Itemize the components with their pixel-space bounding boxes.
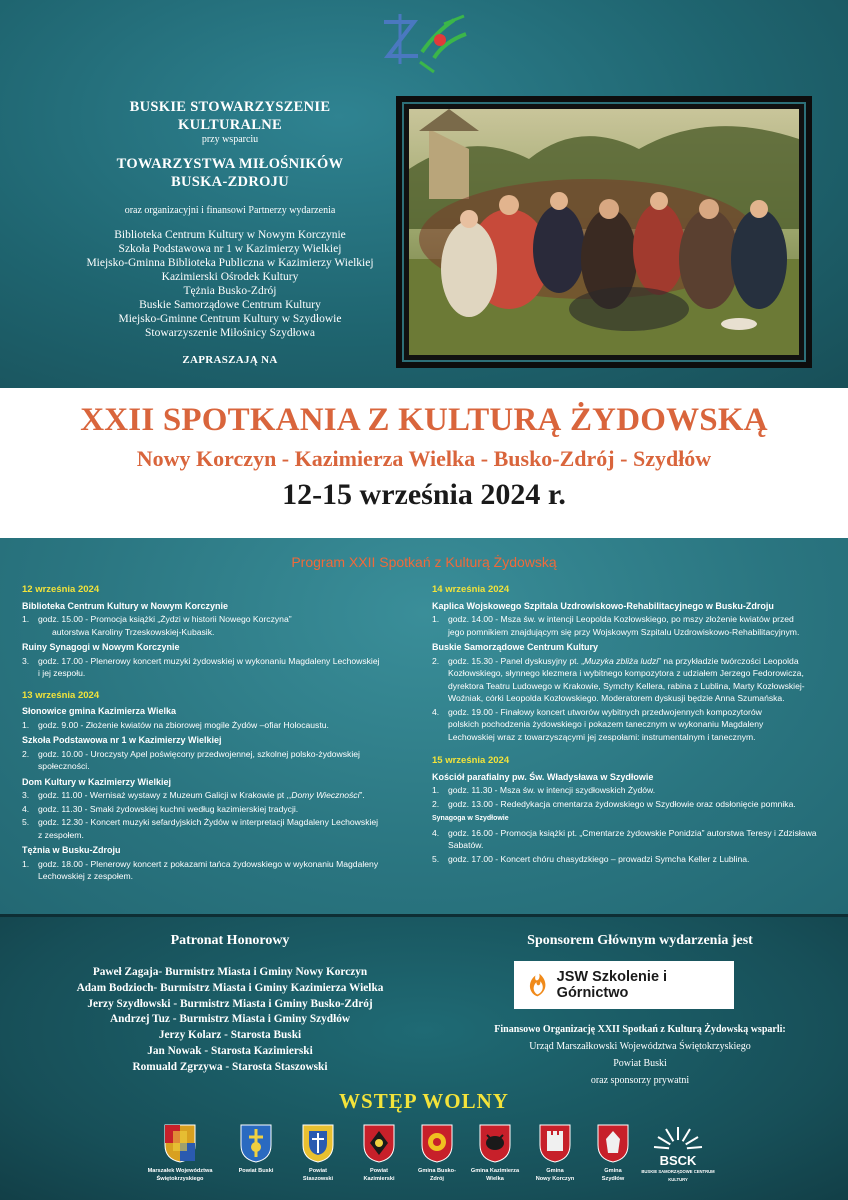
funder-item: Urząd Marszałkowski Województwa Świętokrzyskiego [529, 1041, 751, 1052]
partner-item: Buskie Samorządowe Centrum Kultury [139, 298, 321, 311]
partner-item: Kazimierski Ośrodek Kultury [161, 270, 299, 283]
painting-image [402, 102, 806, 362]
day-date: 13 września 2024 [22, 689, 100, 701]
crest-szydlow-icon [596, 1123, 630, 1163]
item-text: godz. 16.00 - Promocja książki pt. „Cmentarze żydowskie Ponidzia” autorstwa Teresy i Zdzisława [448, 827, 817, 838]
item-number: 2. [432, 798, 440, 809]
item-number: 4. [432, 706, 440, 717]
item-text: godz. 11.30 - Msza św. w intencji szydłowskich Żydów. [448, 785, 656, 795]
patron-item: Jerzy Szydłowski - Burmistrz Miasta i Gminy Busko-Zdrój [87, 997, 373, 1010]
item-text: godz. 17.00 - Koncert chóru chasydzkiego – prowadzi Symcha Keller z Lublina. [448, 853, 750, 864]
program-item [432, 784, 830, 797]
festival-painting-illustration [409, 109, 799, 355]
menorah-star-logo-icon [374, 12, 474, 76]
patron-item: Jan Nowak - Starosta Kazimierski [147, 1044, 313, 1057]
crest-label: Powiat [308, 1168, 328, 1174]
item-text: godz. 13.00 - Rededykacja cmentarza żydowskiego w Szydłowie oraz odsłonięcie pomnika. [448, 798, 796, 809]
footer-section [0, 914, 848, 1200]
crest-label-2: Zdrój [430, 1175, 444, 1182]
item-number: 4. [432, 827, 440, 838]
crest-powiat-kazimierski-icon [362, 1123, 396, 1163]
item-text-cont: Woźniak, córki Leopolda Kozłowskiego. Moderatorem dyskusji będzie Anna Szumańska. [448, 693, 785, 703]
item-text: godz. 12.30 - Koncert muzyki sefardyjskich Żydów w interpretacji Magdaleny Lechowskiej [38, 817, 379, 827]
crest-label-2: Świętokrzyskiego [156, 1175, 204, 1182]
item-text-cont: Sabatów. [448, 840, 484, 850]
venue-name: Kaplica Wojskowego Szpitala Uzdrowiskowo-Rehabilitacyjnego w Busku-Zdroju [432, 600, 774, 611]
venue-name: Szkoła Podstawowa nr 1 w Kazimierzy Wielkiej [22, 735, 222, 745]
society-line1: TOWARZYSTWA MIŁOŚNIKÓW [116, 155, 344, 172]
day-date: 14 września 2024 [432, 584, 510, 595]
free-entry-text: WSTĘP WOLNY [339, 1089, 509, 1113]
program-item [432, 613, 830, 638]
crest-label: Powiat Buski [238, 1168, 274, 1174]
item-number: 3. [22, 790, 30, 800]
crests-row [0, 1123, 848, 1200]
bsck-caption: BUSKIE SAMORZĄDOWE CENTRUM KULTURY [641, 1169, 715, 1182]
patron-item: Paweł Zagaja- Burmistrz Miasta i Gminy Nowy Korczyn [92, 966, 368, 978]
partner-item: Tężnia Busko-Zdrój [183, 284, 277, 297]
item-text-emphasis: Muzyka zbliża ludzi [584, 655, 659, 666]
day-date: 15 września 2024 [432, 755, 510, 766]
program-item [22, 816, 414, 841]
bsck-logo [638, 1123, 718, 1183]
funder-item: oraz sponsorzy prywatni [590, 1075, 690, 1086]
item-number: 2. [432, 655, 440, 666]
item-text-cont: polskich pochodzenia żydowskiego i pokazem tanecznym w wykonaniu Magdaleny [448, 719, 764, 729]
program-item [22, 655, 414, 680]
patron-item: Jerzy Kolarz - Starosta Buski [158, 1029, 302, 1042]
org-name-line1: BUSKIE STOWARZYSZENIE [129, 99, 331, 115]
patron-item: Adam Bodzioch- Burmistrz Miasta i Gminy Kazimierza Wielka [76, 981, 384, 994]
venue-name: Dom Kultury w Kazimierzy Wielkiej [22, 776, 171, 787]
venue-name: Synagoga w Szydłowie [432, 815, 509, 822]
funder-item: Powiat Buski [613, 1058, 667, 1069]
bsck-text: BSCK [659, 1153, 697, 1167]
item-text: godz. 17.00 - Plenerowy koncert muzyki żydowskiej w wykonaniu Magdaleny Lechowskiej [38, 655, 380, 666]
sponsor-title: Sponsorem Głównym wydarzenia jest [527, 933, 753, 948]
title-band [0, 388, 848, 538]
venue-name: Ruiny Synagogi w Nowym Korczynie [22, 642, 180, 652]
venue-name: Kościół parafialny pw. Św. Władysława w Szydłowie [432, 771, 654, 782]
item-text-cont: i jej zespołu. [38, 668, 86, 678]
item-text-cont: jego pomnikiem znajdującym się przy Wojskowym Szpitalu Uzdrowiskowo-Rehabilitacyjnym. [448, 626, 800, 637]
crest-label-2: Wielka [486, 1175, 504, 1182]
crest-powiat-staszowski-icon [301, 1123, 335, 1163]
society-line2: BUSKA-ZDROJU [171, 173, 289, 190]
header-section [0, 0, 848, 388]
crest-label-2: Staszowski [302, 1175, 334, 1182]
item-text-cont: ” na przykładzie twórczości Leopolda [658, 655, 799, 666]
event-towns: Nowy Korczyn - Kazimierza Wielka - Busko-Zdrój - Szydłów [136, 446, 712, 471]
patronage-list [40, 965, 420, 1076]
item-text: godz. 10.00 - Uroczysty Apel poświęcony przedwojennej, szkolnej polsko-żydowskiej [38, 748, 360, 759]
crest-powiat-buski-icon [239, 1123, 273, 1163]
item-text: godz. 15.30 - Panel dyskusyjny pt. „ [448, 655, 585, 666]
item-number: 1. [432, 785, 440, 795]
item-text-emphasis: Domy Wieczności [291, 790, 360, 800]
item-text-end: ”. [359, 790, 365, 800]
partner-item: Stowarzyszenie Miłośnicy Szydłowa [145, 326, 315, 339]
item-text: godz. 14.00 - Msza św. w intencji Leopolda Kozłowskiego, po mszy złożenie kwiatów przed [448, 614, 794, 624]
organizers-block [30, 98, 430, 367]
partners-intro: oraz organizacyjni i finansowi Partnerzy wydarzenia [124, 205, 336, 216]
venue-name: Buskie Samorządowe Centrum Kultury [432, 642, 599, 652]
funders-intro: Finansowo Organizację XXII Spotkań z Kulturą Żydowską wsparli: [494, 1024, 786, 1035]
item-text-cont: dyrektora Teatru Ludowego w Krakowie, Symchy Kellera, rabina z Lublina, Marty Kozłowskiej- [448, 680, 805, 691]
bsck-sunburst-icon [650, 1123, 706, 1167]
item-text: godz. 11.00 - Wernisaż wystawy z Muzeum Galicji w Krakowie pt ,, [38, 790, 292, 800]
crest-label-2: Szydłów [601, 1175, 625, 1182]
program-item [432, 853, 830, 866]
program-item [22, 858, 414, 883]
invite-text: ZAPRASZAJĄ NA [182, 353, 278, 366]
item-text-cont: z zespołem. [38, 829, 84, 840]
item-number: 2. [22, 748, 30, 759]
item-text-cont: Lechowskiej wraz z towarzyszącymi jej zespołami: instrumentalnym i tanecznym. [448, 731, 756, 742]
program-right-column [432, 584, 830, 866]
support-text: przy wsparciu [201, 134, 259, 146]
program-item [22, 803, 414, 816]
painting-frame [396, 96, 812, 368]
item-text-cont: Lechowskiej z zespołem. [38, 871, 134, 881]
item-text-cont: Kozłowskiego, słynnego klezmera i wybitnego kompozytora z udziałem Jerzego Fedorowicza, [448, 668, 804, 678]
item-text-cont: autorstwa Karoliny Trzeskowskiej-Kubasik. [52, 626, 215, 637]
crest-item [283, 1123, 353, 1183]
item-text: godz. 9.00 - Złożenie kwiatów na zbiorowej mogile Żydów –ofiar Holocaustu. [38, 719, 329, 730]
jsw-sponsor-logo [514, 961, 734, 1009]
org-name-line2: KULTURALNE [178, 117, 282, 134]
crest-swietokrzyskie-icon [163, 1123, 197, 1163]
crest-label: Powiat [369, 1168, 389, 1174]
event-title: XXII SPOTKANIA Z KULTURĄ ŻYDOWSKĄ [80, 402, 768, 438]
program-item [432, 655, 830, 705]
item-number: 5. [432, 853, 440, 864]
crest-busko-zdroj-icon [420, 1123, 454, 1163]
patronage-title: Patronat Honorowy [170, 933, 290, 948]
crest-label: Gmina Kazimierza [470, 1168, 520, 1174]
program-item [432, 706, 830, 744]
crest-label: Marszałek Województwa [147, 1168, 213, 1174]
item-number: 4. [22, 803, 30, 814]
program-item [22, 789, 414, 802]
program-left-column [22, 584, 414, 884]
program-item [22, 719, 414, 732]
item-number: 1. [22, 614, 30, 624]
item-text: godz. 19.00 - Finałowy koncert utworów wybitnych przedwojennych kompozytorów [448, 706, 762, 717]
program-title: Program XXII Spotkań z Kulturą Żydowską [291, 554, 557, 570]
event-dates: 12-15 września 2024 r. [282, 478, 566, 511]
partner-item: Szkoła Podstawowa nr 1 w Kazimierzy Wielkiej [118, 242, 342, 255]
crest-nowy-korczyn-icon [538, 1123, 572, 1163]
crest-item [221, 1123, 291, 1176]
item-text-cont: społeczności. [38, 761, 90, 771]
funders-block [450, 1021, 830, 1089]
program-item [432, 798, 830, 811]
program-item [432, 827, 830, 852]
program-section [0, 538, 848, 914]
crest-label-2: Kazimierski [363, 1175, 395, 1182]
partner-item: Miejsko-Gminna Biblioteka Publiczna w Kazimierzy Wielkiej [86, 256, 374, 269]
venue-name: Tężnia w Busku-Zdroju [22, 845, 121, 855]
venue-name: Biblioteka Centrum Kultury w Nowym Korczynie [22, 600, 229, 611]
program-item [22, 613, 414, 638]
item-text: godz. 11.30 - Smaki żydowskiej kuchni według kazimierskiej tradycji. [38, 803, 299, 814]
crest-label: Gmina Busko- [418, 1168, 456, 1174]
partner-item: Miejsko-Gminne Centrum Kultury w Szydłowie [118, 312, 342, 325]
item-number: 5. [22, 817, 30, 827]
patron-item: Andrzej Tuz - Burmistrz Miasta i Gminy Szydłów [109, 1013, 351, 1026]
item-text: godz. 15.00 - Promocja książki „Żydzi w historii Nowego Korczyna” [38, 614, 292, 624]
item-number: 1. [22, 858, 30, 869]
partner-item: Biblioteka Centrum Kultury w Nowym Korczynie [114, 228, 346, 241]
crest-label: Gmina [546, 1168, 564, 1174]
program-item [22, 748, 414, 773]
jsw-flame-icon [524, 971, 551, 999]
item-number: 1. [22, 719, 30, 730]
patron-item: Romuald Zgrzywa - Starosta Staszowski [132, 1060, 328, 1073]
crest-item [145, 1123, 215, 1183]
item-number: 1. [432, 614, 440, 624]
crest-label-2: Nowy Korczyn [535, 1175, 575, 1182]
sponsor-name: JSW Szkolenie i Górnictwo [556, 969, 668, 1001]
item-text: godz. 18.00 - Plenerowy koncert z pokazami tańca żydowskiego w wykonaniu Magdaleny [38, 858, 379, 869]
item-number: 3. [22, 655, 30, 666]
crest-kazimierza-wielka-icon [478, 1123, 512, 1163]
day-date: 12 września 2024 [22, 584, 100, 595]
crest-label: Gmina [604, 1168, 622, 1174]
venue-name: Słonowice gmina Kazimierza Wielka [22, 706, 176, 716]
